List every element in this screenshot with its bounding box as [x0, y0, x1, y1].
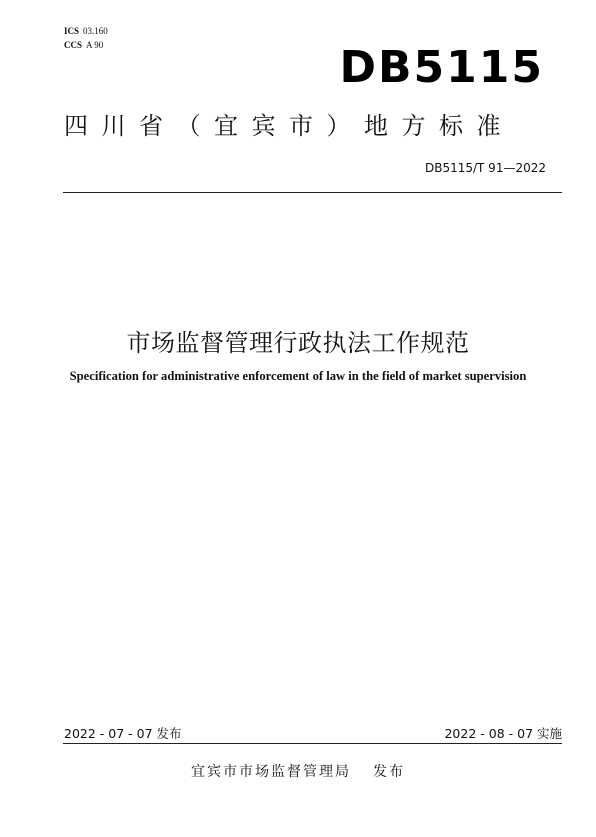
standard-code-mark: DB5115 [339, 42, 544, 93]
ccs-label: CCS [64, 40, 83, 50]
issuing-authority [0, 761, 596, 783]
document-title-chinese: 市场监督管理行政执法工作规范 [126, 329, 470, 357]
ics-label: ICS [64, 26, 80, 36]
ics-code [64, 24, 108, 38]
classification-codes [64, 24, 108, 52]
ccs-code [64, 38, 108, 52]
issue-word: 发布 [373, 764, 405, 780]
bottom-divider [63, 743, 562, 744]
ics-value: 03.160 [83, 26, 108, 36]
standard-type-heading: 四川省（宜宾市）地方标准 [64, 112, 514, 140]
document-title-english: Specification for administrative enforcement of law in the field of market supervision [69, 369, 527, 383]
issue-date: 2022 - 07 - 07 发布 [64, 726, 182, 741]
issuer-name: 宜宾市市场监督管理局 [191, 764, 351, 780]
standard-number: DB5115/T 91—2022 [424, 161, 546, 175]
ccs-value: A 90 [86, 40, 104, 50]
top-divider [63, 192, 562, 193]
implementation-date: 2022 - 08 - 07 实施 [444, 726, 562, 741]
